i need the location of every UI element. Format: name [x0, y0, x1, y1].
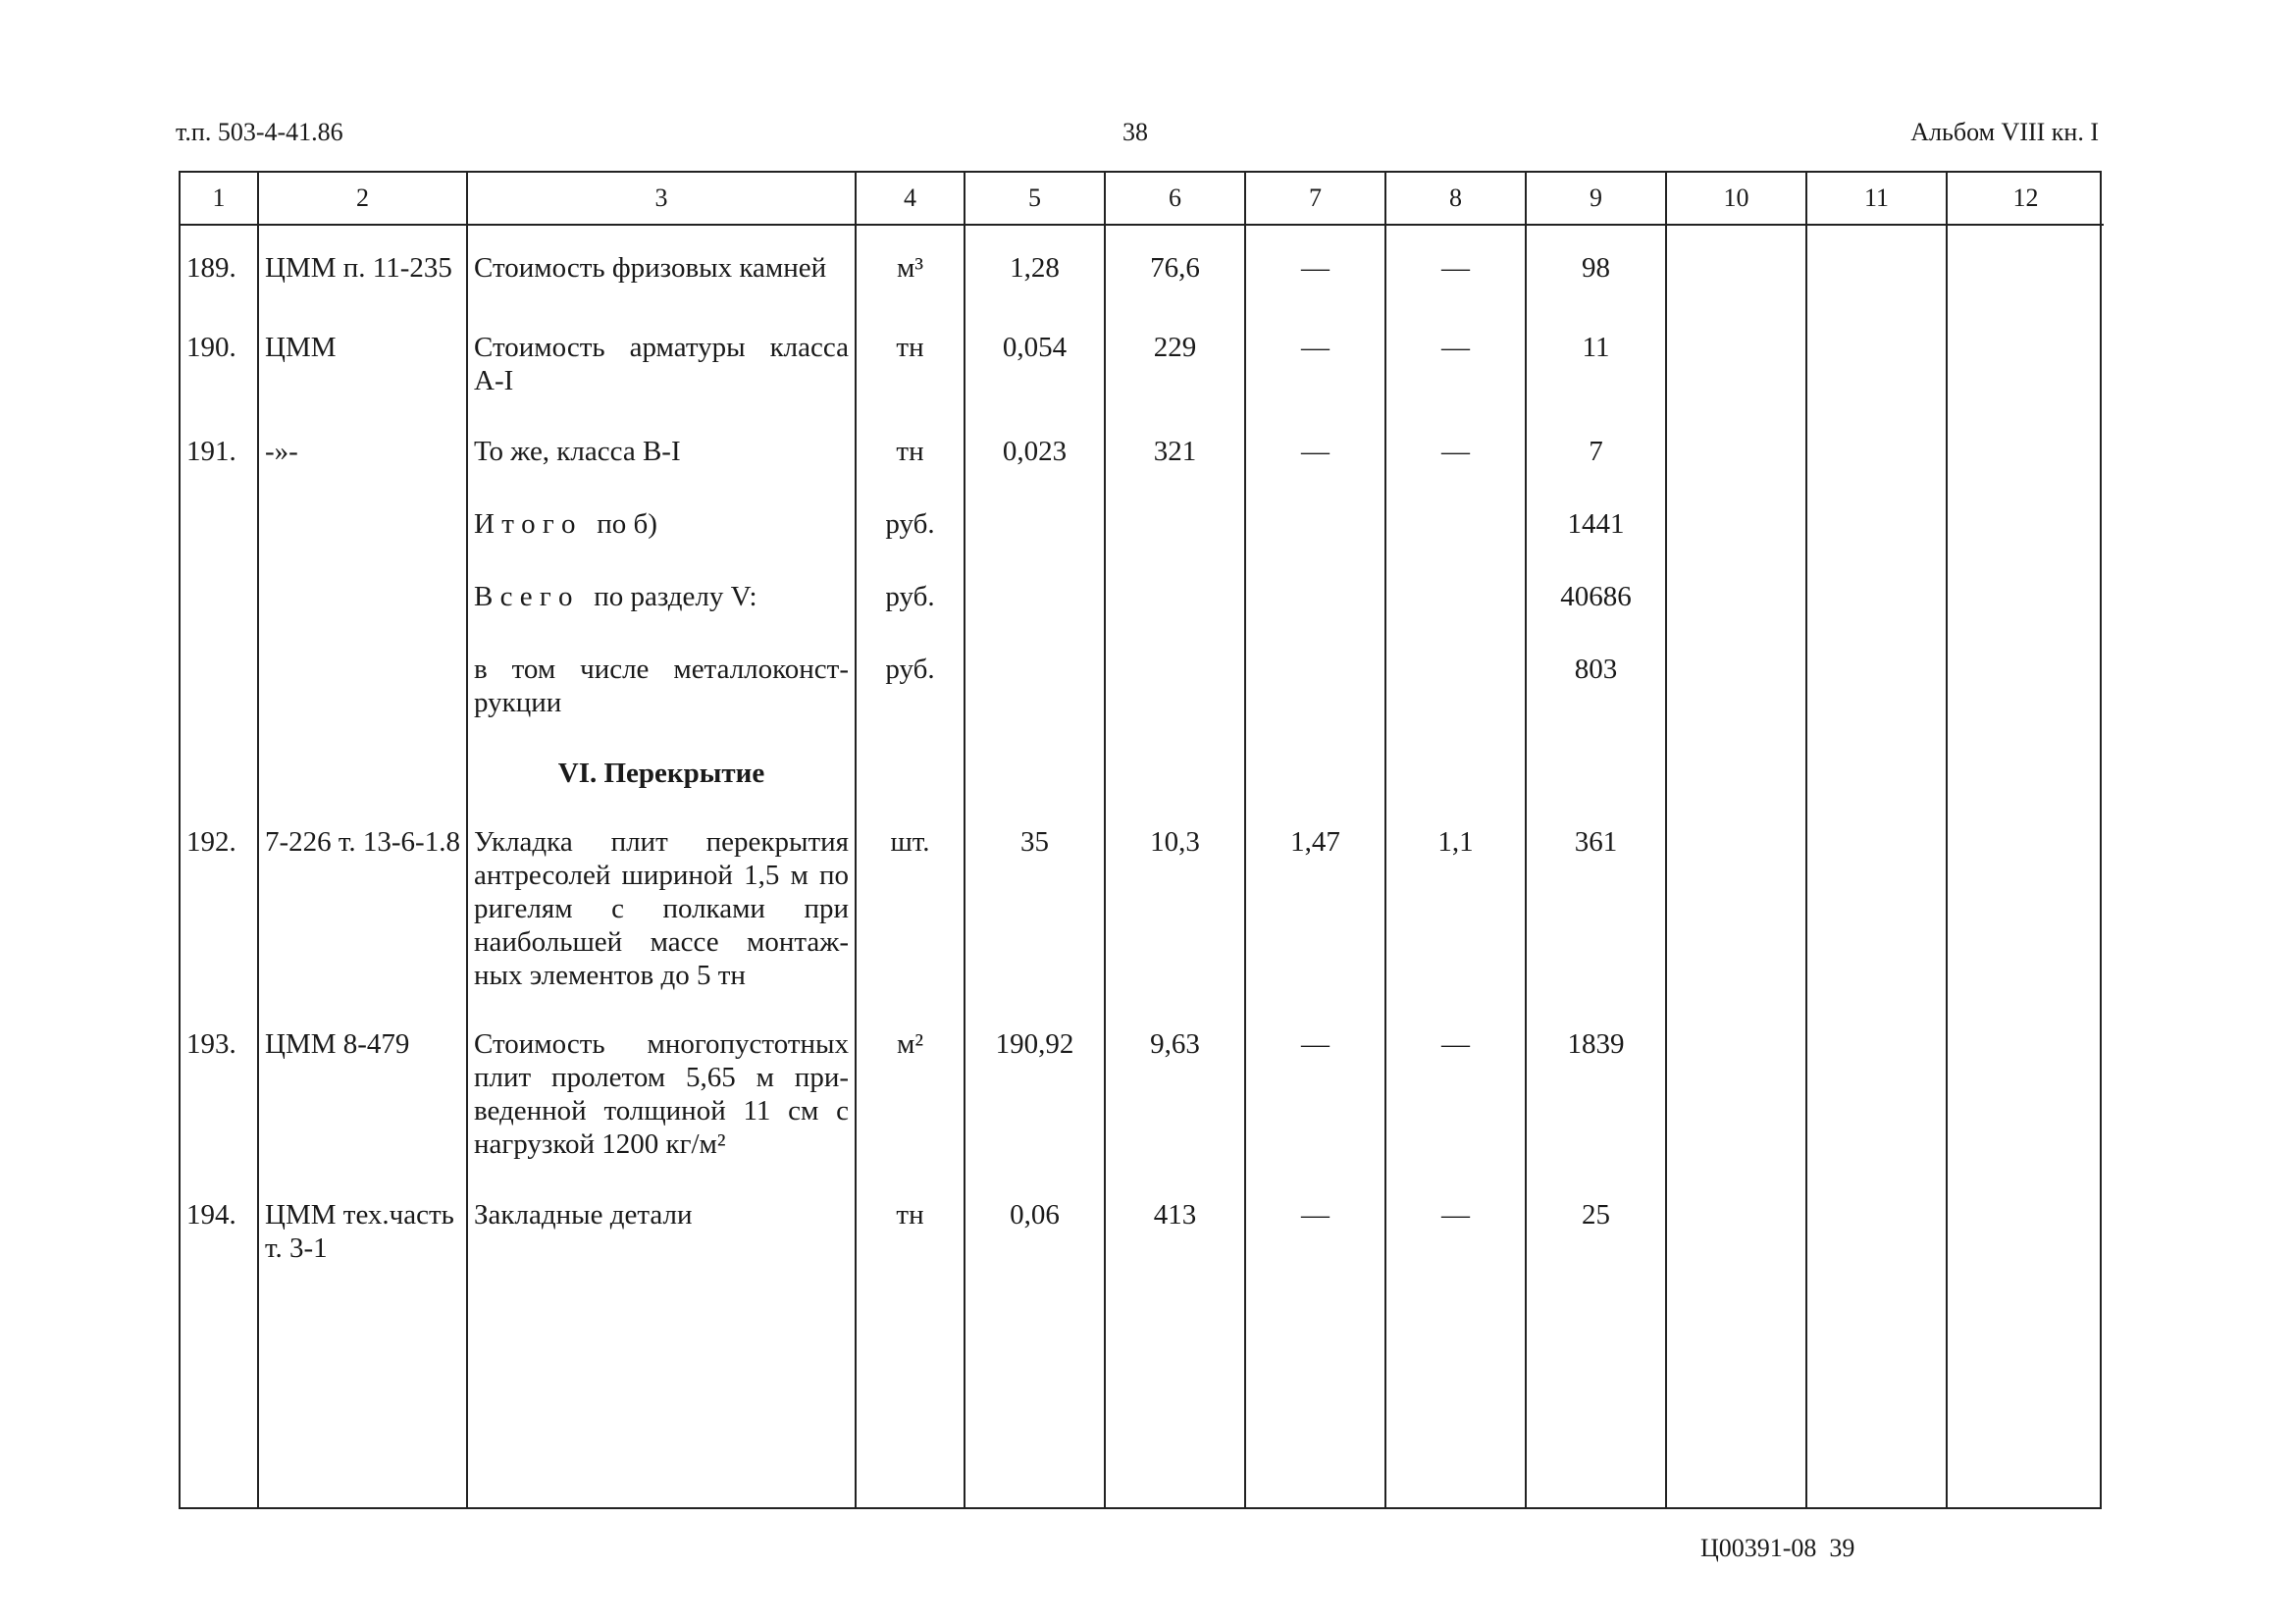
total-cost: 1839: [1526, 1027, 1666, 1198]
table-row: [181, 1027, 2104, 1198]
page-number: 38: [1122, 118, 1148, 146]
price-code: -»-: [258, 435, 467, 507]
unit: м³: [856, 225, 965, 331]
empty-cell: [1947, 757, 2104, 825]
subtotal-value: 1441: [1526, 507, 1666, 580]
empty-cell: [1526, 757, 1666, 825]
empty-cell: [1947, 507, 2104, 580]
row-number: [181, 580, 258, 653]
value-col7: —: [1245, 435, 1385, 507]
unit-cost: 76,6: [1105, 225, 1245, 331]
row-number: [181, 653, 258, 757]
unit: руб.: [856, 653, 965, 757]
table-row: [181, 653, 2104, 757]
value-col7: [1245, 653, 1385, 757]
empty-cell: [1947, 825, 2104, 1027]
empty-cell: [1806, 1198, 1947, 1507]
empty-cell: [1806, 580, 1947, 653]
empty-cell: [1806, 331, 1947, 435]
value-col7: —: [1245, 1027, 1385, 1198]
estimate-table-frame: [179, 171, 2102, 1509]
value-col7: [1245, 580, 1385, 653]
value-col8: —: [1385, 1027, 1526, 1198]
empty-cell: [1806, 653, 1947, 757]
empty-cell: [856, 757, 965, 825]
price-code: [258, 653, 467, 757]
table-row: [181, 435, 2104, 507]
empty-cell: [181, 757, 258, 825]
empty-cell: [1105, 757, 1245, 825]
value-col8: —: [1385, 1198, 1526, 1507]
empty-cell: [1806, 435, 1947, 507]
table-row: [181, 331, 2104, 435]
value-col8: [1385, 580, 1526, 653]
value-col7: —: [1245, 331, 1385, 435]
quantity: 190,92: [965, 1027, 1105, 1198]
quantity: 1,28: [965, 225, 1105, 331]
total-value: 40686: [1526, 580, 1666, 653]
column-header: 11: [1806, 173, 1947, 225]
total-cost: 98: [1526, 225, 1666, 331]
unit: тн: [856, 331, 965, 435]
estimate-table: [181, 173, 2104, 1507]
empty-cell: [1666, 580, 1806, 653]
price-code: ЦММ 8-479: [258, 1027, 467, 1198]
total-cost: 361: [1526, 825, 1666, 1027]
empty-cell: [1947, 331, 2104, 435]
empty-cell: [1806, 1027, 1947, 1198]
section-row: [181, 757, 2104, 825]
empty-cell: [1947, 1027, 2104, 1198]
column-header: 9: [1526, 173, 1666, 225]
empty-cell: [1806, 757, 1947, 825]
work-description: в том числе металлоконст-рукции: [467, 653, 856, 757]
price-code: ЦММ: [258, 331, 467, 435]
price-code: 7-226 т. 13-6-1.8: [258, 825, 467, 1027]
empty-cell: [1666, 653, 1806, 757]
empty-cell: [1666, 825, 1806, 1027]
metal-structures-value: 803: [1526, 653, 1666, 757]
document-reference: т.п. 503-4-41.86: [176, 118, 343, 146]
value-col8: 1,1: [1385, 825, 1526, 1027]
empty-cell: [1666, 331, 1806, 435]
work-description: Стоимость фризовых камней: [467, 225, 856, 331]
empty-cell: [1666, 1198, 1806, 1507]
unit-cost: [1105, 507, 1245, 580]
value-col8: [1385, 507, 1526, 580]
empty-cell: [1806, 225, 1947, 331]
empty-cell: [1666, 757, 1806, 825]
value-col8: [1385, 653, 1526, 757]
column-header: 4: [856, 173, 965, 225]
table-row: [181, 825, 2104, 1027]
unit-cost: 321: [1105, 435, 1245, 507]
empty-cell: [1947, 580, 2104, 653]
table-row: [181, 225, 2104, 331]
section-title: VI. Перекрытие: [467, 757, 856, 825]
work-description: Закладные детали: [467, 1198, 856, 1507]
empty-cell: [1947, 1198, 2104, 1507]
empty-cell: [1806, 507, 1947, 580]
value-col7: —: [1245, 225, 1385, 331]
column-header: 8: [1385, 173, 1526, 225]
empty-cell: [1806, 825, 1947, 1027]
empty-cell: [258, 757, 467, 825]
quantity: [965, 580, 1105, 653]
price-code: ЦММ тех.часть т. 3-1: [258, 1198, 467, 1507]
empty-cell: [1666, 225, 1806, 331]
unit-cost: [1105, 580, 1245, 653]
empty-cell: [1245, 757, 1385, 825]
total-cost: 25: [1526, 1198, 1666, 1507]
total-label: В с е г о по разделу V:: [467, 580, 856, 653]
unit: м²: [856, 1027, 965, 1198]
row-number: 193.: [181, 1027, 258, 1198]
unit-cost: 229: [1105, 331, 1245, 435]
row-number: 192.: [181, 825, 258, 1027]
quantity: 35: [965, 825, 1105, 1027]
page-header: [176, 118, 2099, 161]
price-code: [258, 580, 467, 653]
total-cost: 11: [1526, 331, 1666, 435]
unit-cost: [1105, 653, 1245, 757]
value-col8: —: [1385, 225, 1526, 331]
empty-cell: [965, 757, 1105, 825]
empty-cell: [1666, 435, 1806, 507]
album-reference: Альбом VIII кн. I: [1910, 118, 2099, 146]
column-header: 12: [1947, 173, 2104, 225]
unit: руб.: [856, 507, 965, 580]
unit-cost: 10,3: [1105, 825, 1245, 1027]
total-cost: 7: [1526, 435, 1666, 507]
unit-cost: 9,63: [1105, 1027, 1245, 1198]
quantity: 0,06: [965, 1198, 1105, 1507]
value-col8: —: [1385, 435, 1526, 507]
empty-cell: [1947, 225, 2104, 331]
price-code: ЦММ п. 11-235: [258, 225, 467, 331]
price-code: [258, 507, 467, 580]
unit: тн: [856, 435, 965, 507]
unit: тн: [856, 1198, 965, 1507]
empty-cell: [1666, 1027, 1806, 1198]
unit: шт.: [856, 825, 965, 1027]
column-header: 2: [258, 173, 467, 225]
row-number: [181, 507, 258, 580]
unit-cost: 413: [1105, 1198, 1245, 1507]
subtotal-label: И т о г о по б): [467, 507, 856, 580]
column-header: 3: [467, 173, 856, 225]
column-header: 6: [1105, 173, 1245, 225]
total-row: [181, 580, 2104, 653]
quantity: [965, 507, 1105, 580]
row-number: 194.: [181, 1198, 258, 1507]
work-description: Укладка плит перекрытия антресолей шириной 1,5 м по ригелям с полками при наибольшей массе монтаж-ных элементов до 5 тн: [467, 825, 856, 1027]
work-description: Стоимость арматуры класса А-I: [467, 331, 856, 435]
column-header: 1: [181, 173, 258, 225]
row-number: 190.: [181, 331, 258, 435]
value-col7: 1,47: [1245, 825, 1385, 1027]
value-col7: [1245, 507, 1385, 580]
empty-cell: [1385, 757, 1526, 825]
unit: руб.: [856, 580, 965, 653]
work-description: Стоимость многопустотных плит пролетом 5,65 м при-веденной толщиной 11 см с нагрузкой 1200 кг/м²: [467, 1027, 856, 1198]
row-number: 189.: [181, 225, 258, 331]
value-col7: —: [1245, 1198, 1385, 1507]
document-code: Ц00391-08 39: [1700, 1534, 1855, 1562]
subtotal-row: [181, 507, 2104, 580]
quantity: 0,054: [965, 331, 1105, 435]
work-description: То же, класса В-I: [467, 435, 856, 507]
column-number-row: [181, 173, 2104, 225]
empty-cell: [1947, 435, 2104, 507]
value-col8: —: [1385, 331, 1526, 435]
quantity: 0,023: [965, 435, 1105, 507]
column-header: 10: [1666, 173, 1806, 225]
table-row: [181, 1198, 2104, 1507]
empty-cell: [1666, 507, 1806, 580]
column-header: 5: [965, 173, 1105, 225]
row-number: 191.: [181, 435, 258, 507]
column-header: 7: [1245, 173, 1385, 225]
empty-cell: [1947, 653, 2104, 757]
quantity: [965, 653, 1105, 757]
